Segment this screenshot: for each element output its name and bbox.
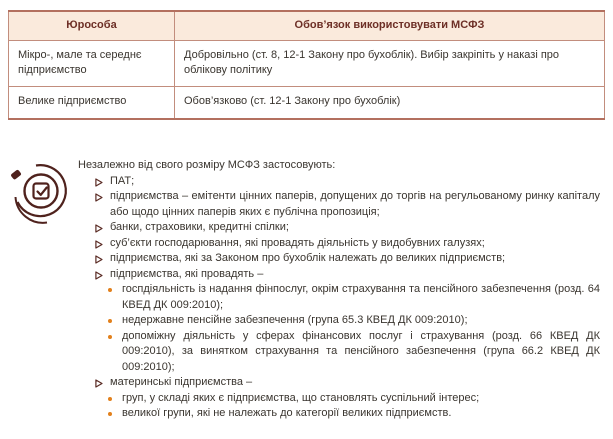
sub-list-item	[110, 313, 600, 329]
sub-list-item-text: госпдіяльність із надання фінпослуг, окрім страхування та пенсійного забезпечення (розд. 64 КВЕД ДК 009:2010);	[122, 283, 600, 311]
dot-bullet-icon	[108, 335, 112, 339]
table-header-row	[9, 11, 605, 41]
arrow-bullet-icon	[95, 378, 103, 387]
checkbox-stamp-icon	[10, 162, 72, 226]
arrow-bullet-icon	[95, 239, 103, 248]
sub-list-item	[110, 329, 600, 376]
arrow-bullet-icon	[95, 270, 103, 279]
list-item-text: суб’єкти господарювання, які провадять діяльність у видобувних галузях;	[110, 236, 485, 249]
list-item-text: банки, страховики, кредитні спілки;	[110, 221, 289, 233]
arrow-bullet-icon	[95, 254, 103, 263]
list-item-text: підприємства – емітенти цінних паперів, допущених до торгів на регульованому ринку капіталу або щодо цінних паперів яких є публічна пропозиція;	[110, 190, 600, 218]
note-block	[8, 158, 605, 422]
dot-bullet-icon	[108, 288, 112, 292]
list-item	[78, 236, 600, 252]
note-body	[78, 158, 600, 422]
list-item-text: підприємства, які провадять –	[110, 267, 264, 280]
ifrs-appliers-list	[78, 174, 600, 422]
table-row	[9, 87, 605, 119]
sub-list-item-text: допоміжну діяльність у сферах фінансових послуг і страхування (розд. 66 КВЕД ДК 009:2010), за винятком страхування та пенсійного забезпечення (група 66.2 КВЕД ДК 009:2010);	[122, 329, 600, 373]
cell-entity: Велике підприємство	[9, 87, 175, 119]
sub-list-item-text: великої групи, які не належать до категорії великих підприємств.	[122, 407, 452, 419]
list-item-text: ПАТ;	[110, 174, 135, 187]
arrow-bullet-icon	[95, 177, 103, 186]
dot-bullet-icon	[108, 397, 112, 401]
dot-bullet-icon	[108, 319, 112, 323]
list-item-text: материнські підприємства –	[110, 376, 253, 388]
sub-list-item-text: груп, у складі яких є підприємства, що становлять суспільний інтерес;	[122, 391, 480, 404]
list-item	[78, 267, 600, 376]
list-item-text: підприємства, які за Законом про бухоблік належать до великих підприємств;	[110, 252, 506, 264]
column-header-obligation: Обов’язок використовувати МСФЗ	[175, 11, 605, 41]
list-item	[78, 375, 600, 422]
sub-list-item	[110, 282, 600, 313]
cell-obligation: Добровільно (ст. 8, 12-1 Закону про бухоблік). Вибір закріпіть у наказі про облікову політику	[175, 41, 605, 87]
list-item	[78, 174, 600, 190]
sub-list-item-text: недержавне пенсійне забезпечення (група 65.3 КВЕД ДК 009:2010);	[122, 314, 468, 326]
list-item	[78, 189, 600, 220]
ifrs-obligation-table	[8, 10, 605, 120]
sub-list	[110, 282, 600, 375]
arrow-bullet-icon	[95, 192, 103, 201]
sub-list-item	[110, 391, 600, 407]
list-item	[78, 251, 600, 267]
table-row	[9, 41, 605, 87]
sub-list	[110, 391, 600, 422]
dot-bullet-icon	[108, 412, 112, 416]
arrow-bullet-icon	[95, 223, 103, 232]
note-intro: Незалежно від свого розміру МСФЗ застосовують:	[78, 159, 336, 171]
cell-obligation: Обов’язково (ст. 12-1 Закону про бухоблік)	[175, 87, 605, 119]
list-item	[78, 220, 600, 236]
cell-entity: Мікро-, мале та середнє підприємство	[9, 41, 175, 87]
sub-list-item	[110, 406, 600, 422]
column-header-entity: Юрособа	[9, 11, 175, 41]
